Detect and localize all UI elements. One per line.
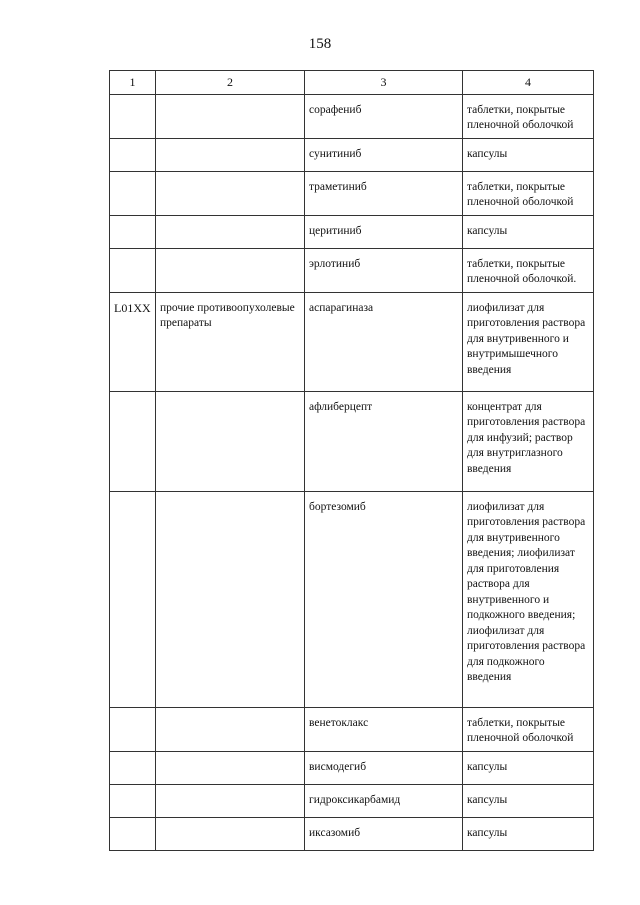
group-name-cell (156, 751, 305, 784)
drug-name-cell: сорафениб (305, 94, 463, 138)
table-row (110, 248, 594, 292)
column-header-1: 1 (110, 71, 156, 95)
page-number: 158 (308, 36, 332, 52)
table-row (110, 784, 594, 817)
group-name-cell (156, 817, 305, 850)
drug-name-cell: венетоклакс (305, 707, 463, 751)
dosage-form-cell: капсулы (463, 784, 594, 817)
drug-name-cell: траметиниб (305, 171, 463, 215)
group-name-cell (156, 784, 305, 817)
table-row (110, 817, 594, 850)
table-row (110, 94, 594, 138)
drug-table (109, 70, 594, 851)
group-name-cell (156, 491, 305, 707)
drug-name-cell: бортезомиб (305, 491, 463, 707)
table-row (110, 751, 594, 784)
group-name-cell: прочие противоопухолевые препараты (156, 292, 305, 391)
atc-code-cell (110, 817, 156, 850)
table-row (110, 138, 594, 171)
atc-code-cell (110, 215, 156, 248)
atc-code-cell (110, 491, 156, 707)
dosage-form-cell: лиофилизат для приготовления раствора для внутривенного введения; лиофилизат для приготовления раствора для внутривенного и подкожного введения; лиофилизат для приготовления раствора для подкожного введения (463, 491, 594, 707)
dosage-form-cell: таблетки, покрытые пленочной оболочкой. (463, 248, 594, 292)
table-row (110, 215, 594, 248)
table-row (110, 491, 594, 707)
drug-name-cell: церитиниб (305, 215, 463, 248)
group-name-cell (156, 94, 305, 138)
dosage-form-cell: капсулы (463, 215, 594, 248)
dosage-form-cell: капсулы (463, 817, 594, 850)
group-name-cell (156, 707, 305, 751)
atc-code-cell (110, 138, 156, 171)
dosage-form-cell: таблетки, покрытые пленочной оболочкой (463, 171, 594, 215)
dosage-form-cell: лиофилизат для приготовления раствора для внутривенного и внутримышечного введения (463, 292, 594, 391)
atc-code-cell (110, 391, 156, 491)
table-row (110, 171, 594, 215)
atc-code-cell (110, 707, 156, 751)
column-header-3: 3 (305, 71, 463, 95)
atc-code-cell (110, 751, 156, 784)
header-row (110, 71, 594, 95)
group-name-cell (156, 391, 305, 491)
group-name-cell (156, 215, 305, 248)
drug-name-cell: висмодегиб (305, 751, 463, 784)
drug-name-cell: эрлотиниб (305, 248, 463, 292)
atc-code-cell (110, 784, 156, 817)
drug-name-cell: сунитиниб (305, 138, 463, 171)
dosage-form-cell: капсулы (463, 751, 594, 784)
group-name-cell (156, 248, 305, 292)
atc-code-cell: L01XX (110, 292, 156, 391)
column-header-2: 2 (156, 71, 305, 95)
drug-name-cell: афлиберцепт (305, 391, 463, 491)
dosage-form-cell: концентрат для приготовления раствора для инфузий; раствор для внутриглазного введения (463, 391, 594, 491)
group-name-cell (156, 171, 305, 215)
dosage-form-cell: капсулы (463, 138, 594, 171)
table-row (110, 391, 594, 491)
group-name-cell (156, 138, 305, 171)
atc-code-cell (110, 94, 156, 138)
atc-code-cell (110, 171, 156, 215)
drug-name-cell: гидроксикарбамид (305, 784, 463, 817)
drug-name-cell: аспарагиназа (305, 292, 463, 391)
table-row (110, 707, 594, 751)
table-row (110, 292, 594, 391)
drug-name-cell: иксазомиб (305, 817, 463, 850)
dosage-form-cell: таблетки, покрытые пленочной оболочкой (463, 94, 594, 138)
atc-code-cell (110, 248, 156, 292)
dosage-form-cell: таблетки, покрытые пленочной оболочкой (463, 707, 594, 751)
column-header-4: 4 (463, 71, 594, 95)
